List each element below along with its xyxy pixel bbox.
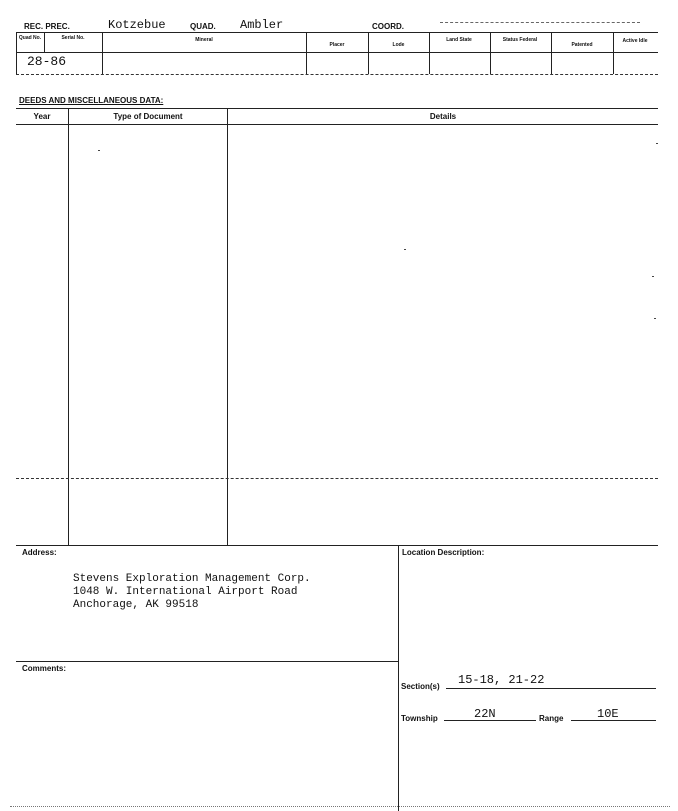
scan-speck (404, 249, 406, 250)
quad-value: Ambler (240, 18, 284, 32)
col-divider (368, 32, 369, 74)
scan-edge-noise (10, 806, 670, 807)
col-serial-no: Serial No. (61, 35, 85, 41)
deeds-col-divider (227, 108, 228, 545)
sections-underline (446, 688, 656, 689)
township-value: 22N (474, 707, 496, 721)
col-patented: Patented (571, 42, 593, 48)
quad-label: QUAD. (190, 22, 216, 31)
col-status-federal: Status Federal (502, 37, 538, 43)
deeds-dashed-separator (16, 478, 658, 479)
scan-speck (98, 150, 100, 151)
col-divider (551, 32, 552, 74)
col-year: Year (33, 112, 51, 121)
deeds-table-top-border (16, 108, 658, 109)
col-divider (44, 32, 45, 52)
col-lode: Lode (392, 42, 405, 48)
scan-speck (656, 143, 658, 144)
col-placer: Placer (329, 42, 345, 48)
rec-prec-label: REC. PREC. (24, 22, 70, 31)
deeds-table-header-border (16, 124, 658, 125)
rec-prec-value: Kotzebue (108, 18, 166, 32)
header-table-top-border (16, 32, 658, 33)
location-description-label: Location Description: (402, 548, 485, 557)
col-mineral: Mineral (195, 37, 213, 43)
range-value: 10E (597, 707, 619, 721)
deeds-col-divider (68, 108, 69, 545)
address-line: 1048 W. International Airport Road (73, 586, 298, 598)
township-label: Township (401, 714, 438, 723)
address-label: Address: (22, 548, 57, 557)
col-quad-no: Quad No. (18, 35, 42, 41)
col-details: Details (429, 112, 457, 121)
sections-value: 15-18, 21-22 (458, 673, 545, 687)
comments-label: Comments: (22, 664, 67, 673)
header-table-bottom-border (16, 74, 658, 75)
coord-blank-line (440, 22, 640, 23)
col-type-of-document: Type of Document (113, 112, 183, 121)
scan-speck (654, 318, 656, 319)
comments-top-border (16, 661, 398, 662)
col-divider (490, 32, 491, 74)
col-land-state: Land State (446, 37, 472, 43)
coord-label: COORD. (372, 22, 404, 31)
address-location-divider (398, 545, 399, 811)
col-divider (613, 32, 614, 74)
scan-speck (652, 276, 654, 277)
col-divider (306, 32, 307, 74)
sections-label: Section(s) (401, 682, 440, 691)
address-line: Stevens Exploration Management Corp. (73, 573, 311, 585)
address-top-border (16, 545, 658, 546)
deeds-section-title: DEEDS AND MISCELLANEOUS DATA: (19, 96, 164, 105)
col-active-idle: Active Idle (622, 38, 648, 44)
range-label: Range (539, 714, 564, 723)
quad-serial-value: 28-86 (27, 54, 67, 69)
col-divider (429, 32, 430, 74)
header-table-mid-border (16, 52, 658, 53)
address-line: Anchorage, AK 99518 (73, 599, 199, 611)
